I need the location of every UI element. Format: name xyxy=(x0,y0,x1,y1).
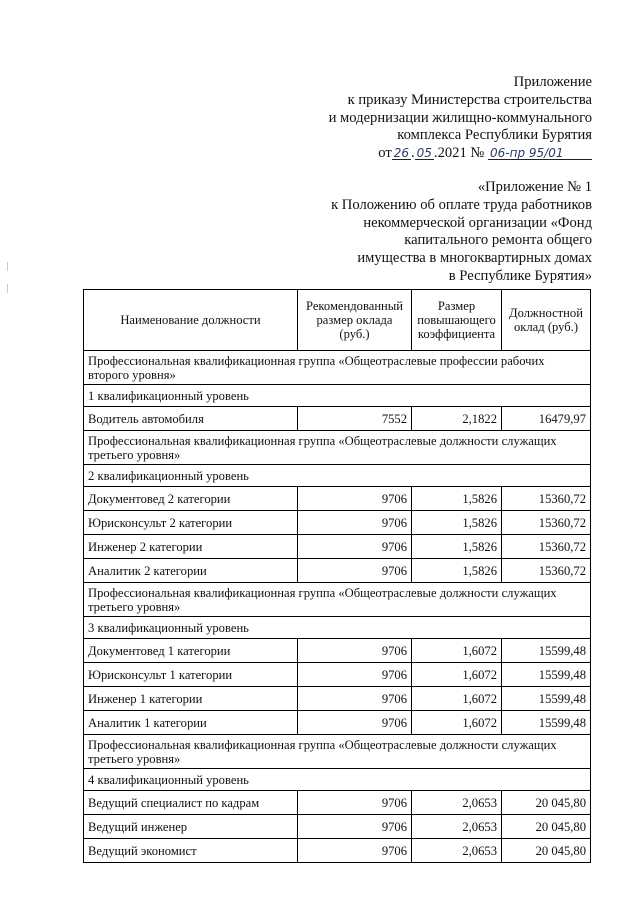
coefficient-cell: 2,0653 xyxy=(412,815,502,839)
group-title-cell: Профессиональная квалификационная группа «Общеотраслевые профессии рабочих второго уровня» xyxy=(84,351,591,385)
appendix-line: капитального ремонта общего xyxy=(404,232,592,249)
handwritten-day: 26 xyxy=(393,146,409,161)
position-name-cell: Юрисконсульт 2 категории xyxy=(84,511,298,535)
base-salary-cell: 9706 xyxy=(298,687,412,711)
salary-table xyxy=(83,289,591,863)
salary-cell: 15599,48 xyxy=(502,687,591,711)
salary-cell: 15360,72 xyxy=(502,559,591,583)
base-salary-cell: 9706 xyxy=(298,711,412,735)
position-name-cell: Ведущий специалист по кадрам xyxy=(84,791,298,815)
header-line: и модернизации жилищно-коммунального xyxy=(328,109,592,126)
base-salary-cell: 9706 xyxy=(298,487,412,511)
position-name-cell: Документовед 1 категории xyxy=(84,639,298,663)
column-header-salary: Должностной оклад (руб.) xyxy=(502,290,591,351)
level-title-cell: 2 квалификационный уровень xyxy=(84,465,591,487)
order-date-line xyxy=(252,145,592,163)
scan-margin-mark xyxy=(7,262,8,271)
appendix-line: к Положению об оплате труда работников xyxy=(331,196,592,213)
coefficient-cell: 1,6072 xyxy=(412,711,502,735)
base-salary-cell: 9706 xyxy=(298,535,412,559)
table-row xyxy=(84,559,591,583)
table-row xyxy=(84,711,591,735)
qualification-group-row xyxy=(84,351,591,385)
group-title-cell: Профессиональная квалификационная группа «Общеотраслевые должности служащих третьего уровня» xyxy=(84,431,591,465)
document-header xyxy=(252,74,592,286)
table-row xyxy=(84,639,591,663)
qualification-group-row xyxy=(84,583,591,617)
position-name-cell: Инженер 2 категории xyxy=(84,535,298,559)
group-title-cell: Профессиональная квалификационная группа «Общеотраслевые должности служащих третьего уровня» xyxy=(84,735,591,769)
salary-cell: 15599,48 xyxy=(502,663,591,687)
position-name-cell: Документовед 2 категории xyxy=(84,487,298,511)
position-name-cell: Водитель автомобиля xyxy=(84,407,298,431)
qualification-level-row xyxy=(84,385,591,407)
table-row xyxy=(84,407,591,431)
header-line: Приложение xyxy=(513,74,592,90)
qualification-level-row xyxy=(84,465,591,487)
salary-cell: 15360,72 xyxy=(502,487,591,511)
position-name-cell: Юрисконсульт 1 категории xyxy=(84,663,298,687)
header-line: к приказу Министерства строительства xyxy=(347,91,592,108)
table-row xyxy=(84,791,591,815)
table-row xyxy=(84,663,591,687)
coefficient-cell: 1,5826 xyxy=(412,511,502,535)
salary-cell: 16479,97 xyxy=(502,407,591,431)
qualification-level-row xyxy=(84,769,591,791)
position-name-cell: Ведущий инженер xyxy=(84,815,298,839)
coefficient-cell: 2,0653 xyxy=(412,839,502,863)
base-salary-cell: 9706 xyxy=(298,839,412,863)
scan-margin-mark xyxy=(7,284,8,293)
coefficient-cell: 1,5826 xyxy=(412,535,502,559)
appendix-line: «Приложение № 1 xyxy=(477,178,592,195)
qualification-group-row xyxy=(84,735,591,769)
base-salary-cell: 9706 xyxy=(298,559,412,583)
column-header-base-salary: Рекомендованный размер оклада (руб.) xyxy=(298,290,412,351)
base-salary-cell: 9706 xyxy=(298,815,412,839)
date-prefix: от xyxy=(378,145,392,162)
base-salary-cell: 9706 xyxy=(298,511,412,535)
column-header-coefficient: Размер повышающего коэффициента xyxy=(412,290,502,351)
date-separator: . xyxy=(410,145,415,162)
position-name-cell: Аналитик 2 категории xyxy=(84,559,298,583)
salary-cell: 15360,72 xyxy=(502,535,591,559)
coefficient-cell: 1,6072 xyxy=(412,639,502,663)
level-title-cell: 4 квалификационный уровень xyxy=(84,769,591,791)
handwritten-month: 05 xyxy=(416,146,432,161)
table-row xyxy=(84,839,591,863)
position-name-cell: Инженер 1 категории xyxy=(84,687,298,711)
salary-cell: 15599,48 xyxy=(502,639,591,663)
coefficient-cell: 1,6072 xyxy=(412,663,502,687)
header-line: комплекса Республики Бурятия xyxy=(397,127,592,144)
base-salary-cell: 9706 xyxy=(298,663,412,687)
level-title-cell: 3 квалификационный уровень xyxy=(84,617,591,639)
table-row xyxy=(84,815,591,839)
appendix-line: в Республике Бурятия» xyxy=(448,267,592,284)
level-title-cell: 1 квалификационный уровень xyxy=(84,385,591,407)
column-header-position: Наименование должности xyxy=(84,290,298,351)
qualification-level-row xyxy=(84,617,591,639)
salary-cell: 20 045,80 xyxy=(502,839,591,863)
table-row xyxy=(84,487,591,511)
salary-cell: 15599,48 xyxy=(502,711,591,735)
qualification-group-row xyxy=(84,431,591,465)
base-salary-cell: 9706 xyxy=(298,791,412,815)
position-name-cell: Аналитик 1 категории xyxy=(84,711,298,735)
group-title-cell: Профессиональная квалификационная группа «Общеотраслевые должности служащих третьего уровня» xyxy=(84,583,591,617)
table-row xyxy=(84,687,591,711)
table-body xyxy=(84,351,591,863)
coefficient-cell: 2,1822 xyxy=(412,407,502,431)
base-salary-cell: 7552 xyxy=(298,407,412,431)
base-salary-cell: 9706 xyxy=(298,639,412,663)
coefficient-cell: 1,6072 xyxy=(412,687,502,711)
table-header-row xyxy=(84,290,591,351)
position-name-cell: Ведущий экономист xyxy=(84,839,298,863)
salary-cell: 20 045,80 xyxy=(502,791,591,815)
coefficient-cell: 1,5826 xyxy=(412,487,502,511)
appendix-line: некоммерческой организации «Фонд xyxy=(363,214,592,231)
date-year-suffix: .2021 № xyxy=(433,145,485,162)
table-row xyxy=(84,511,591,535)
coefficient-cell: 1,5826 xyxy=(412,559,502,583)
table-row xyxy=(84,535,591,559)
appendix-line: имущества в многоквартирных домах xyxy=(357,250,592,267)
coefficient-cell: 2,0653 xyxy=(412,791,502,815)
handwritten-order-number: 06-пр 95/01 xyxy=(488,147,592,160)
salary-cell: 20 045,80 xyxy=(502,815,591,839)
salary-cell: 15360,72 xyxy=(502,511,591,535)
